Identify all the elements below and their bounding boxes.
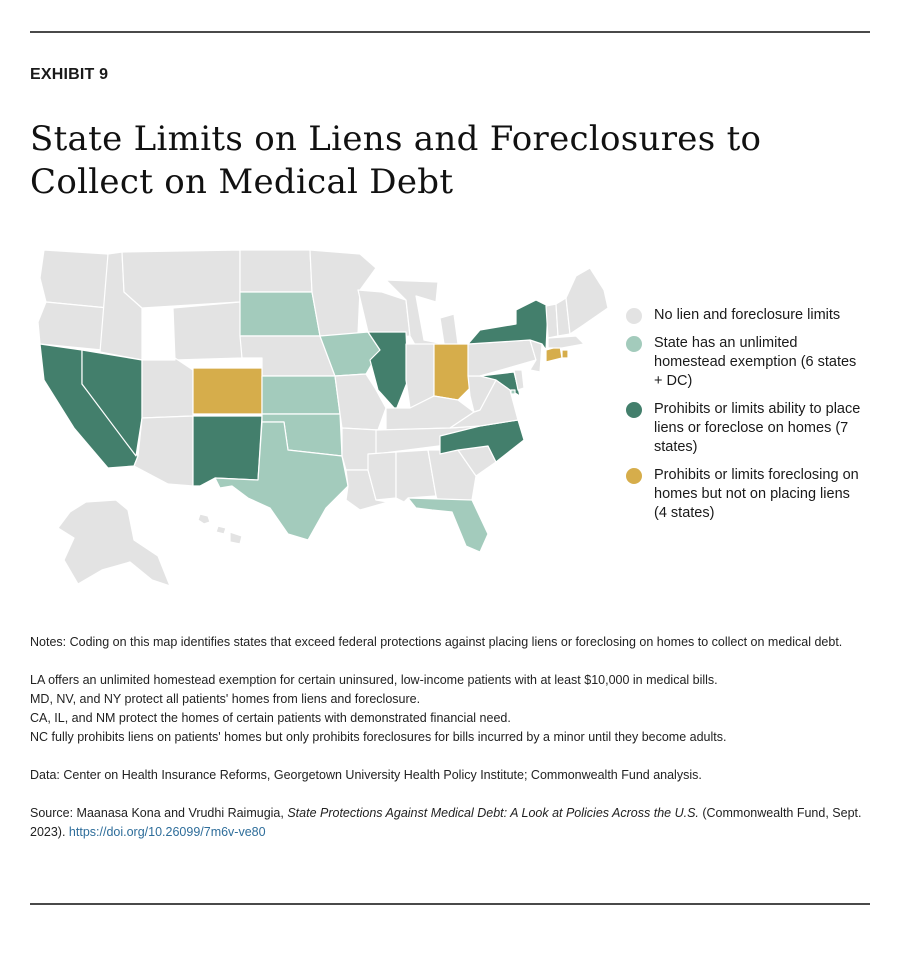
notes-line: Notes: Coding on this map identifies states that exceed federal protections against placing liens or foreclosing on homes to collect on medical debt. (30, 635, 843, 649)
legend-item (626, 400, 866, 457)
state-co (193, 368, 262, 414)
state-ks (262, 376, 340, 414)
legend-item (626, 306, 866, 325)
legend-label: No lien and foreclosure limits (654, 307, 841, 323)
legend-label: Prohibits or limits foreclosing on homes but not on placing liens (4 states) (654, 467, 859, 521)
notes-section (30, 633, 870, 842)
state-wa (40, 250, 108, 308)
source-title: State Protections Against Medical Debt: A Look at Policies Across the U.S. (287, 806, 699, 820)
legend-item (626, 334, 866, 391)
legend (626, 306, 866, 532)
exhibit-label: EXHIBIT 9 (30, 66, 109, 83)
chart-title: State Limits on Liens and Foreclosures to Collect on Medical Debt (30, 119, 762, 202)
state-nd (240, 250, 312, 292)
state-dc (511, 390, 515, 394)
source-prefix: Source: Maanasa Kona and Vrudhi Raimugia, (30, 806, 288, 820)
data-source-line: Data: Center on Health Insurance Reforms, Georgetown University Health Policy Institute; Commonwealth Fund analysis. (30, 768, 702, 782)
legend-swatch (626, 308, 642, 324)
source-citation (30, 804, 870, 842)
state-sd (240, 292, 320, 336)
notes-line: CA, IL, and NM protect the homes of certain patients with demonstrated financial need. (30, 711, 511, 725)
state-ri (562, 350, 568, 358)
notes-line: NC fully prohibits liens on patients' homes but only prohibits foreclosures for bills incurred by a minor until they become adults. (30, 730, 727, 744)
state-wy (173, 302, 242, 360)
state-ma (548, 336, 584, 348)
state-pa (468, 340, 536, 376)
legend-label: State has an unlimited homestead exemption (6 states + DC) (654, 335, 857, 389)
source-link[interactable]: https://doi.org/10.26099/7m6v-ve80 (68, 825, 266, 839)
us-map (30, 240, 620, 605)
state-az (134, 416, 193, 486)
legend-swatch (626, 336, 642, 352)
notes-line: MD, NV, and NY protect all patients' homes from liens and foreclosure. (30, 692, 421, 706)
source-suffix: (Commonwealth Fund, Sept. 2023). (30, 806, 862, 839)
state-ut (142, 358, 193, 418)
bottom-rule (30, 903, 870, 905)
state-mt (122, 250, 240, 308)
state-hi (216, 526, 226, 534)
state-nm (193, 416, 262, 486)
state-ak (58, 500, 170, 586)
state-fl (408, 498, 488, 552)
state-or (38, 302, 108, 350)
state-me (566, 268, 608, 334)
legend-swatch (626, 402, 642, 418)
notes-line: LA offers an unlimited homestead exemption for certain uninsured, low-income patients with at least $10,000 in medical bills. (30, 673, 718, 687)
legend-label: Prohibits or limits ability to place liens or foreclose on homes (7 states) (654, 401, 861, 455)
state-hi (230, 532, 242, 544)
legend-swatch (626, 468, 642, 484)
top-rule (30, 31, 870, 33)
legend-item (626, 466, 866, 523)
state-hi (198, 514, 210, 524)
